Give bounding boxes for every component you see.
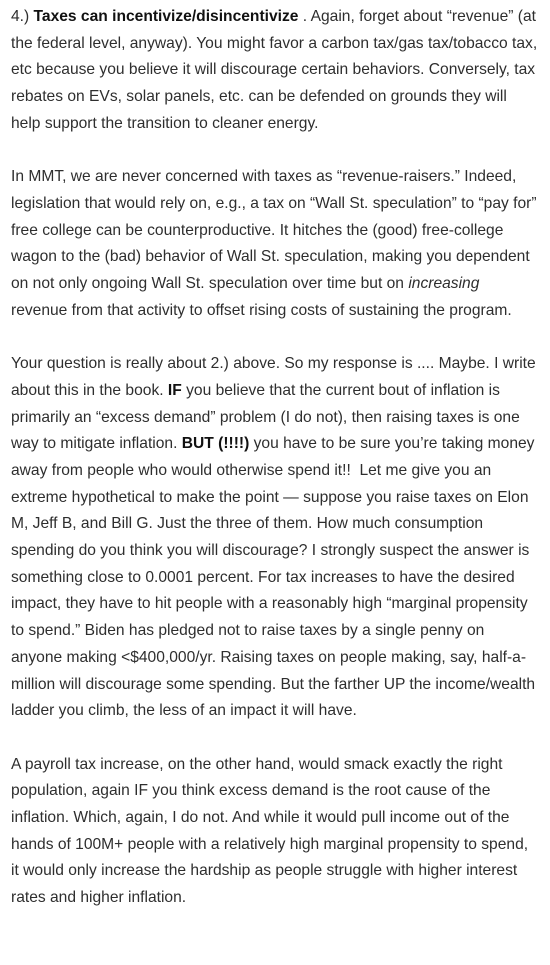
paragraph-text: . Again, forget about “revenue” (at the federal level, anyway). You might favor a carbon tax/gas tax/tobacco tax, etc because you believe it will discourage certain behaviors. Conversely, tax rebates on EVs, solar panels, etc. can be defended on grounds they will help support the transition to cleaner energy. [11, 8, 542, 132]
paragraph-text: revenue from that activity to offset rising costs of sustaining the program. [11, 275, 512, 319]
paragraph-payroll [11, 752, 539, 912]
paragraph-question [11, 351, 539, 725]
bold-emphasis-but: BUT (!!!!) [181, 435, 250, 453]
paragraph-text: you believe that the current bout of inflation is primarily an “excess demand” problem (I do not), then raising taxes is one way to mitigate inflation. [11, 381, 525, 453]
paragraph-text: A payroll tax increase, on the other hand, would smack exactly the right population, again IF you think excess demand is the root cause of the inflation. Which, again, I do not. And while it would pull income out of the hands of 100M+ people with a relatively high marginal propensity to spend, it would only increase the hardship as people struggle with higher interest rates and higher inflation. [11, 755, 533, 907]
paragraph-text: you have to be sure you’re taking money away from people who would otherwise spend it!! Let me give you an extreme hypothetical to make the point — suppose you raise taxes on Elon M, Jeff B, and Bill G. Just the three of them. How much consumption spending do you think you will discourage? I strongly suspect the answer is something close to 0.0001 percent. For tax increases to have the desired impact, they have to hit people with a reasonably high “marginal propensity to spend.” Biden has pledged not to raise taxes by a single penny on anyone making <$400,000/yr. Raising taxes on people making, say, half-a-million will discourage some spending. But the farther UP the income/wealth ladder you climb, the less of an impact it will have. [11, 435, 540, 720]
paragraph-text: In MMT, we are never concerned with taxes as “revenue-raisers.” Indeed, legislation that would rely on, e.g., a tax on “Wall St. speculation” to “pay for” free college can be counterproductive. It hitches the (good) free-college wagon to the (bad) behavior of Wall St. speculation, making you dependent on not only ongoing Wall St. speculation over time but on [11, 168, 541, 293]
paragraph-text: Your question is really about 2.) above. So my response is .... Maybe. I write about this in the book. [11, 355, 541, 399]
bold-emphasis-if: IF [167, 381, 182, 399]
document-body [11, 4, 542, 912]
list-number: 4.) [11, 8, 34, 25]
paragraph-mmt [11, 164, 539, 324]
bold-heading: Taxes can incentivize/disincentivize [33, 8, 299, 25]
paragraph-incentivize [11, 4, 542, 138]
italic-emphasis: increasing [408, 275, 480, 293]
